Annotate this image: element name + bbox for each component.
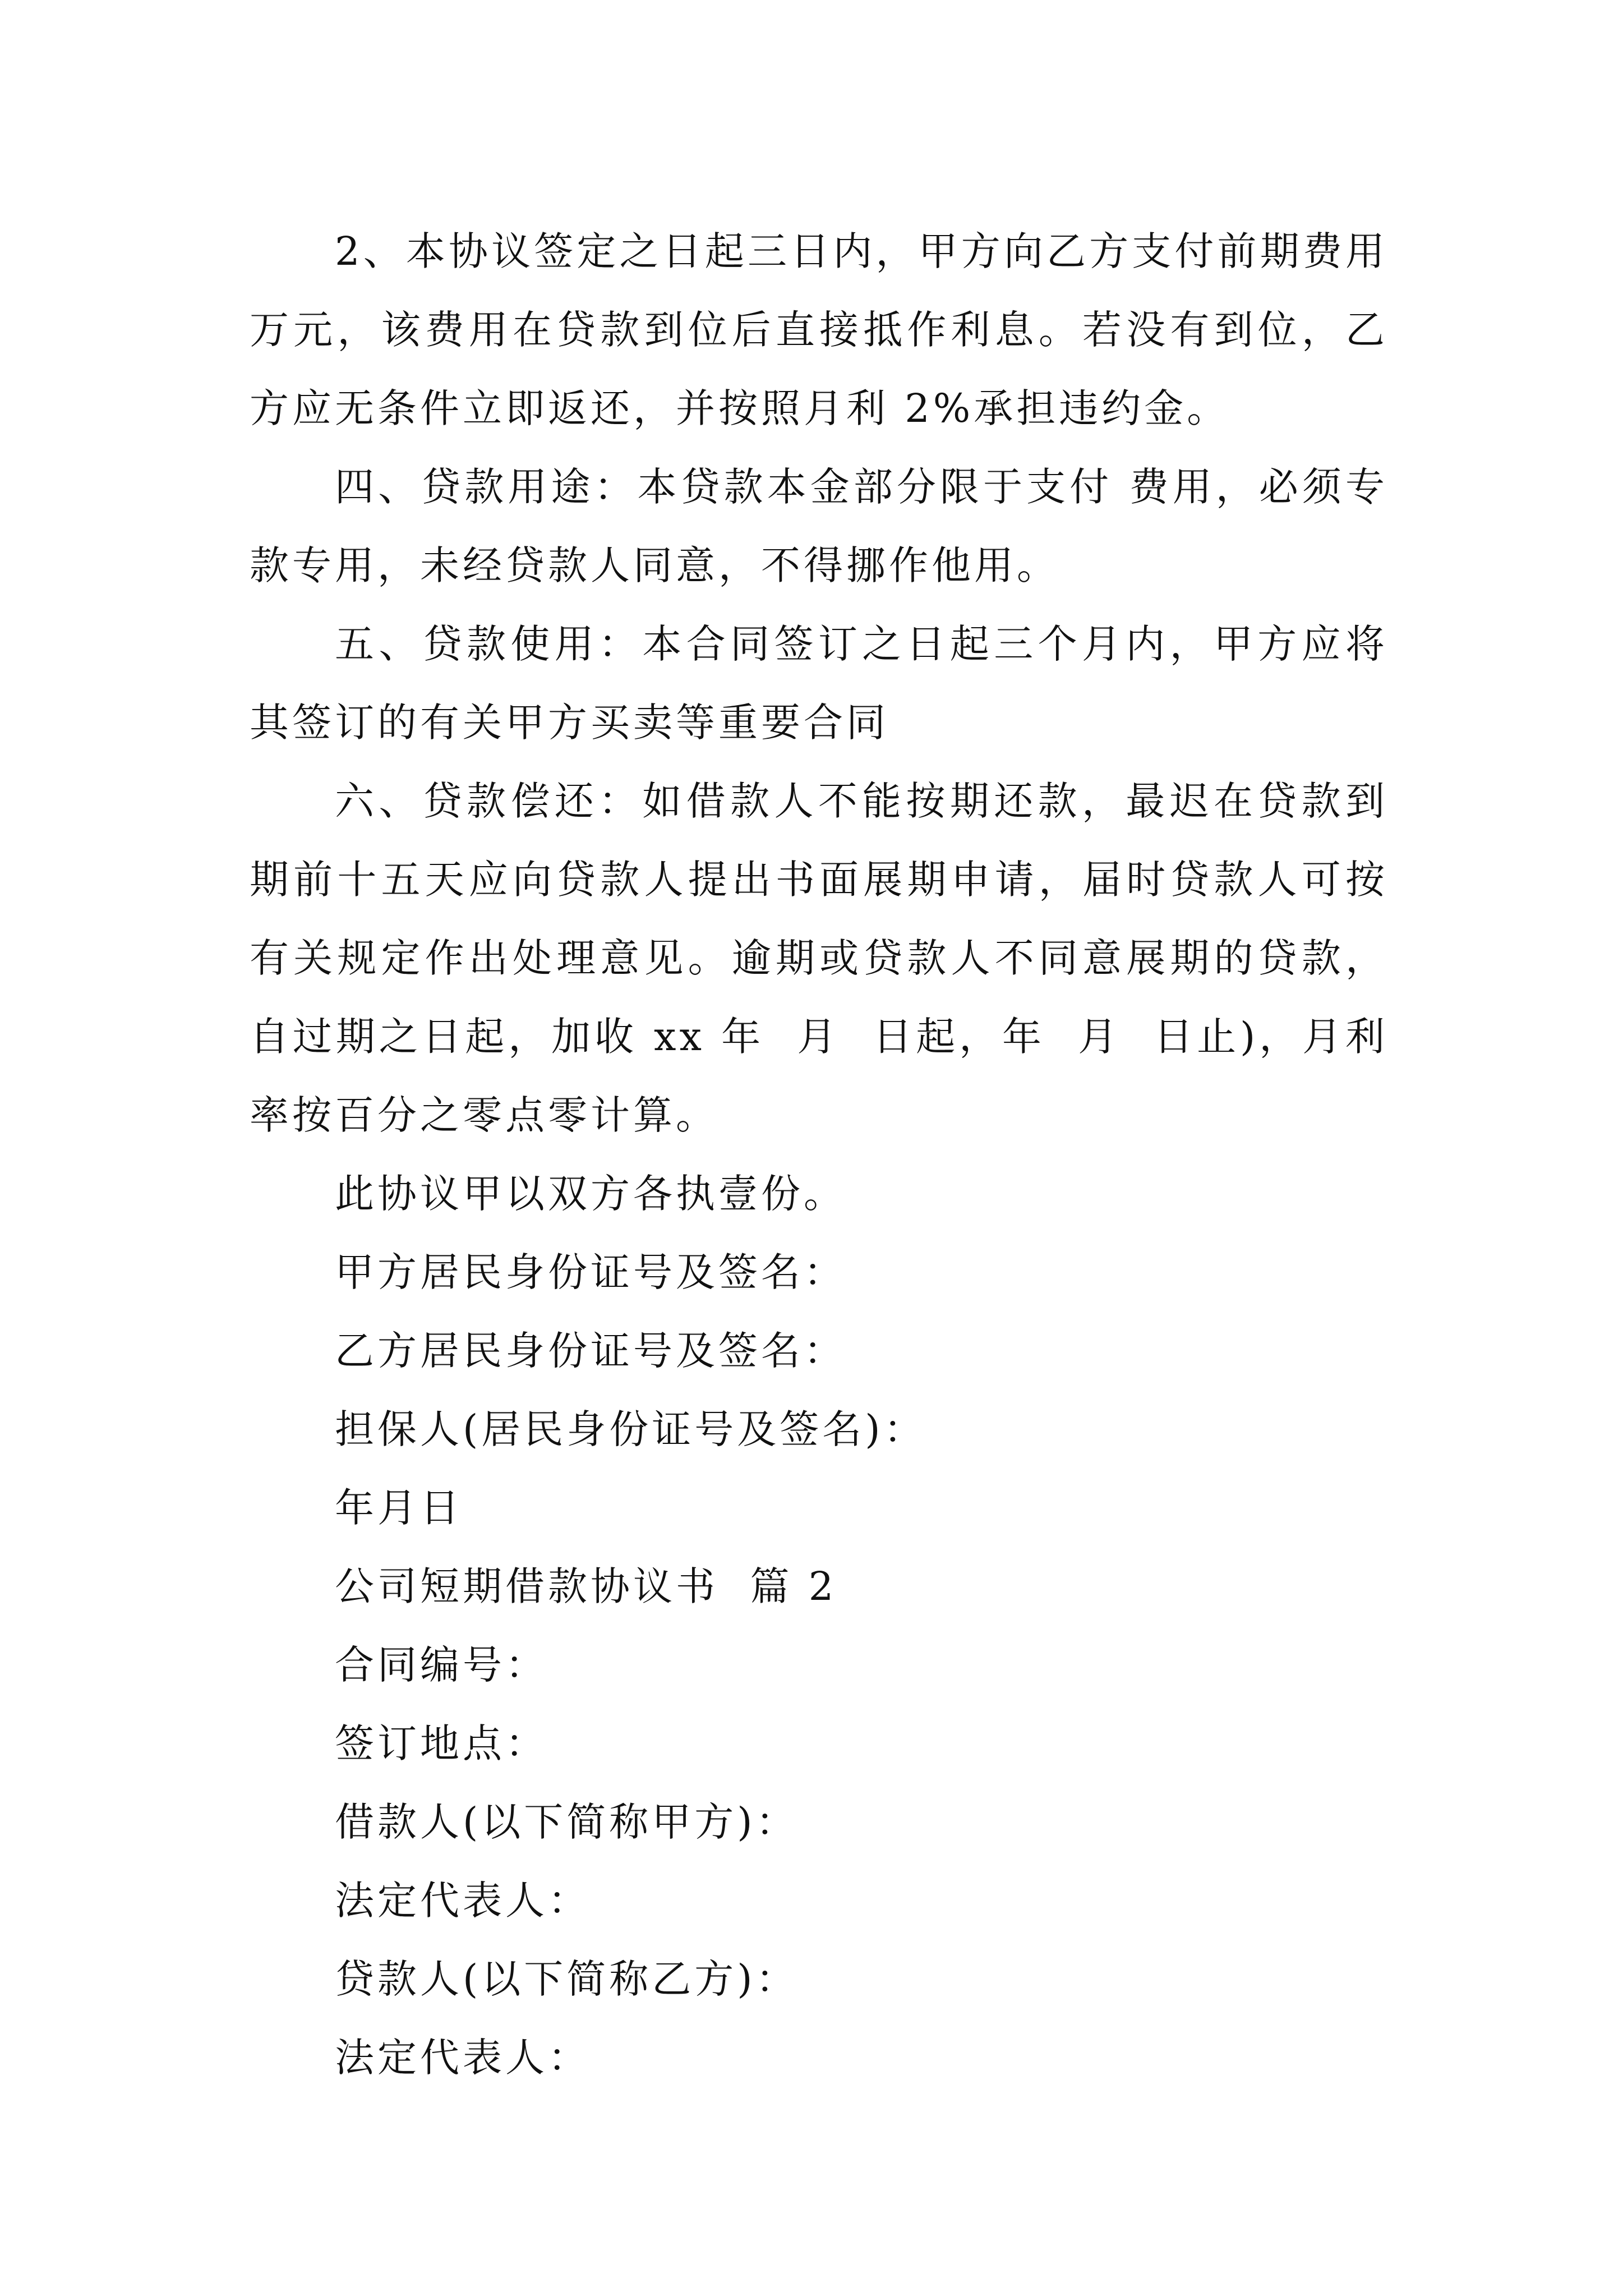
line-lender-legal-rep: 法定代表人：: [335, 2035, 591, 2081]
line-guarantor: 担保人(居民身份证号及签名)：: [335, 1406, 926, 1452]
paragraph-loan-purpose: 四、贷款用途：本贷款本金部分限于支付 费用，必须专款专用，未经贷款人同意，不得挪作他用。: [250, 464, 1388, 588]
line-date: 年月日: [335, 1485, 463, 1531]
line-signing-place: 签订地点：: [335, 1720, 548, 1766]
line-contract-number: 合同编号：: [335, 1642, 548, 1688]
line-lender: 贷款人(以下简称乙方)：: [335, 1956, 799, 2002]
document-body: [250, 212, 1452, 2097]
line-borrower-legal-rep: 法定代表人：: [335, 1878, 591, 1924]
paragraph-prepayment: 2、本协议签定之日起三日内，甲方向乙方支付前期费用 万元，该费用在贷款到位后直接抵作利息。若没有到位，乙方应无条件立即返还，并按照月利 2%承担违约金。: [250, 228, 1452, 431]
line-borrower: 借款人(以下简称甲方)：: [335, 1799, 799, 1845]
paragraph-loan-use: 五、贷款使用：本合同签订之日起三个月内，甲方应将其签订的有关甲方买卖等重要合同: [250, 621, 1388, 746]
line-party-a-id-signature: 甲方居民身份证号及签名：: [335, 1249, 846, 1295]
section-title: 公司短期借款协议书 篇 2: [335, 1563, 837, 1609]
line-copies: 此协议甲以双方各执壹份。: [335, 1171, 846, 1217]
line-party-b-id-signature: 乙方居民身份证号及签名：: [335, 1328, 846, 1374]
paragraph-loan-repayment: 六、贷款偿还：如借款人不能按期还款，最迟在贷款到期前十五天应向贷款人提出书面展期申请，届时贷款人可按有关规定作出处理意见。逾期或贷款人不同意展期的贷款，自过期之日起，加收 xx 年 月 日起，年 月 日止)，月利率按百分之零点零计算。: [250, 778, 1388, 1138]
